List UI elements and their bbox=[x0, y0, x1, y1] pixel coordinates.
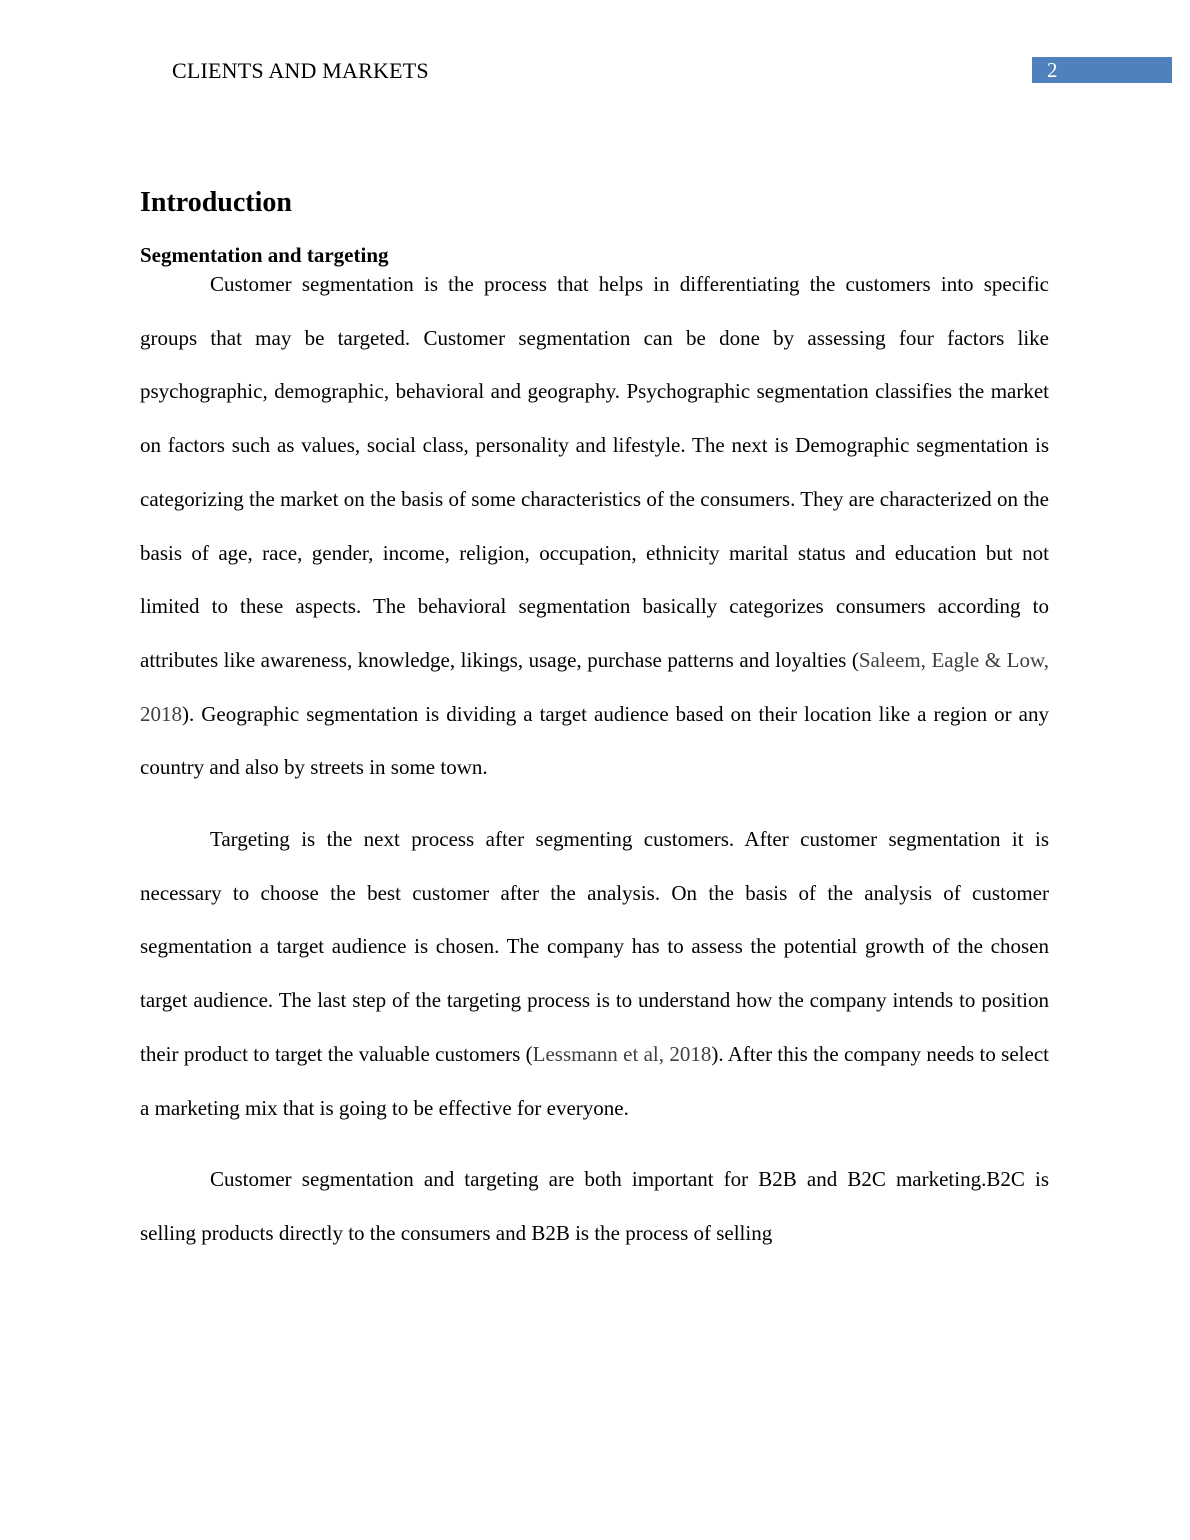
sub-heading: Segmentation and targeting bbox=[140, 243, 389, 267]
paragraph-b2b-b2c bbox=[140, 1153, 1049, 1260]
section-heading: Introduction bbox=[140, 187, 292, 218]
paragraph-text: ). Geographic segmentation is dividing a target audience based on their location like a region or any country and also by streets in some town. bbox=[140, 701, 1049, 780]
paragraph-text: Targeting is the next process after segmenting customers. After customer segmentation it is necessary to choose the best customer after the analysis. On the basis of the analysis of customer segmentation a target audience is chosen. The company has to assess the potential growth of the chosen target audience. The last step of the targeting process is to understand how the company intends to position their product to target the valuable customers ( bbox=[140, 827, 1049, 1066]
paragraph-text: Customer segmentation is the process that helps in differentiating the customers into specific groups that may be targeted. Customer segmentation can be done by assessing four factors like psychographic, demographic, behavioral and geography. Psychographic segmentation classifies the market on factors such as values, social class, personality and lifestyle. The next is Demographic segmentation is categorizing the market on the basis of some characteristics of the consumers. They are characterized on the basis of age, race, gender, income, religion, occupation, ethnicity marital status and education but not limited to these aspects. The behavioral segmentation basically categorizes consumers according to attributes like awareness, knowledge, likings, usage, purchase patterns and loyalties ( bbox=[140, 272, 1049, 672]
paragraph-targeting bbox=[140, 813, 1049, 1135]
document-body bbox=[140, 183, 1049, 1261]
paragraph-text: ). After this the company needs to select a marketing mix that is going to be effective for everyone. bbox=[140, 1041, 1049, 1120]
citation: Saleem, Eagle & Low, 2018 bbox=[140, 647, 1050, 726]
running-header-title: CLIENTS AND MARKETS bbox=[172, 58, 429, 83]
paragraph-segmentation bbox=[140, 258, 1049, 795]
citation: Lessmann et al, 2018 bbox=[532, 1041, 712, 1066]
page-number: 2 bbox=[1032, 57, 1172, 83]
paragraph-text: Customer segmentation and targeting are both important for B2B and B2C marketing.B2C is selling products directly to the consumers and B2B is the process of selling bbox=[140, 1167, 1049, 1245]
